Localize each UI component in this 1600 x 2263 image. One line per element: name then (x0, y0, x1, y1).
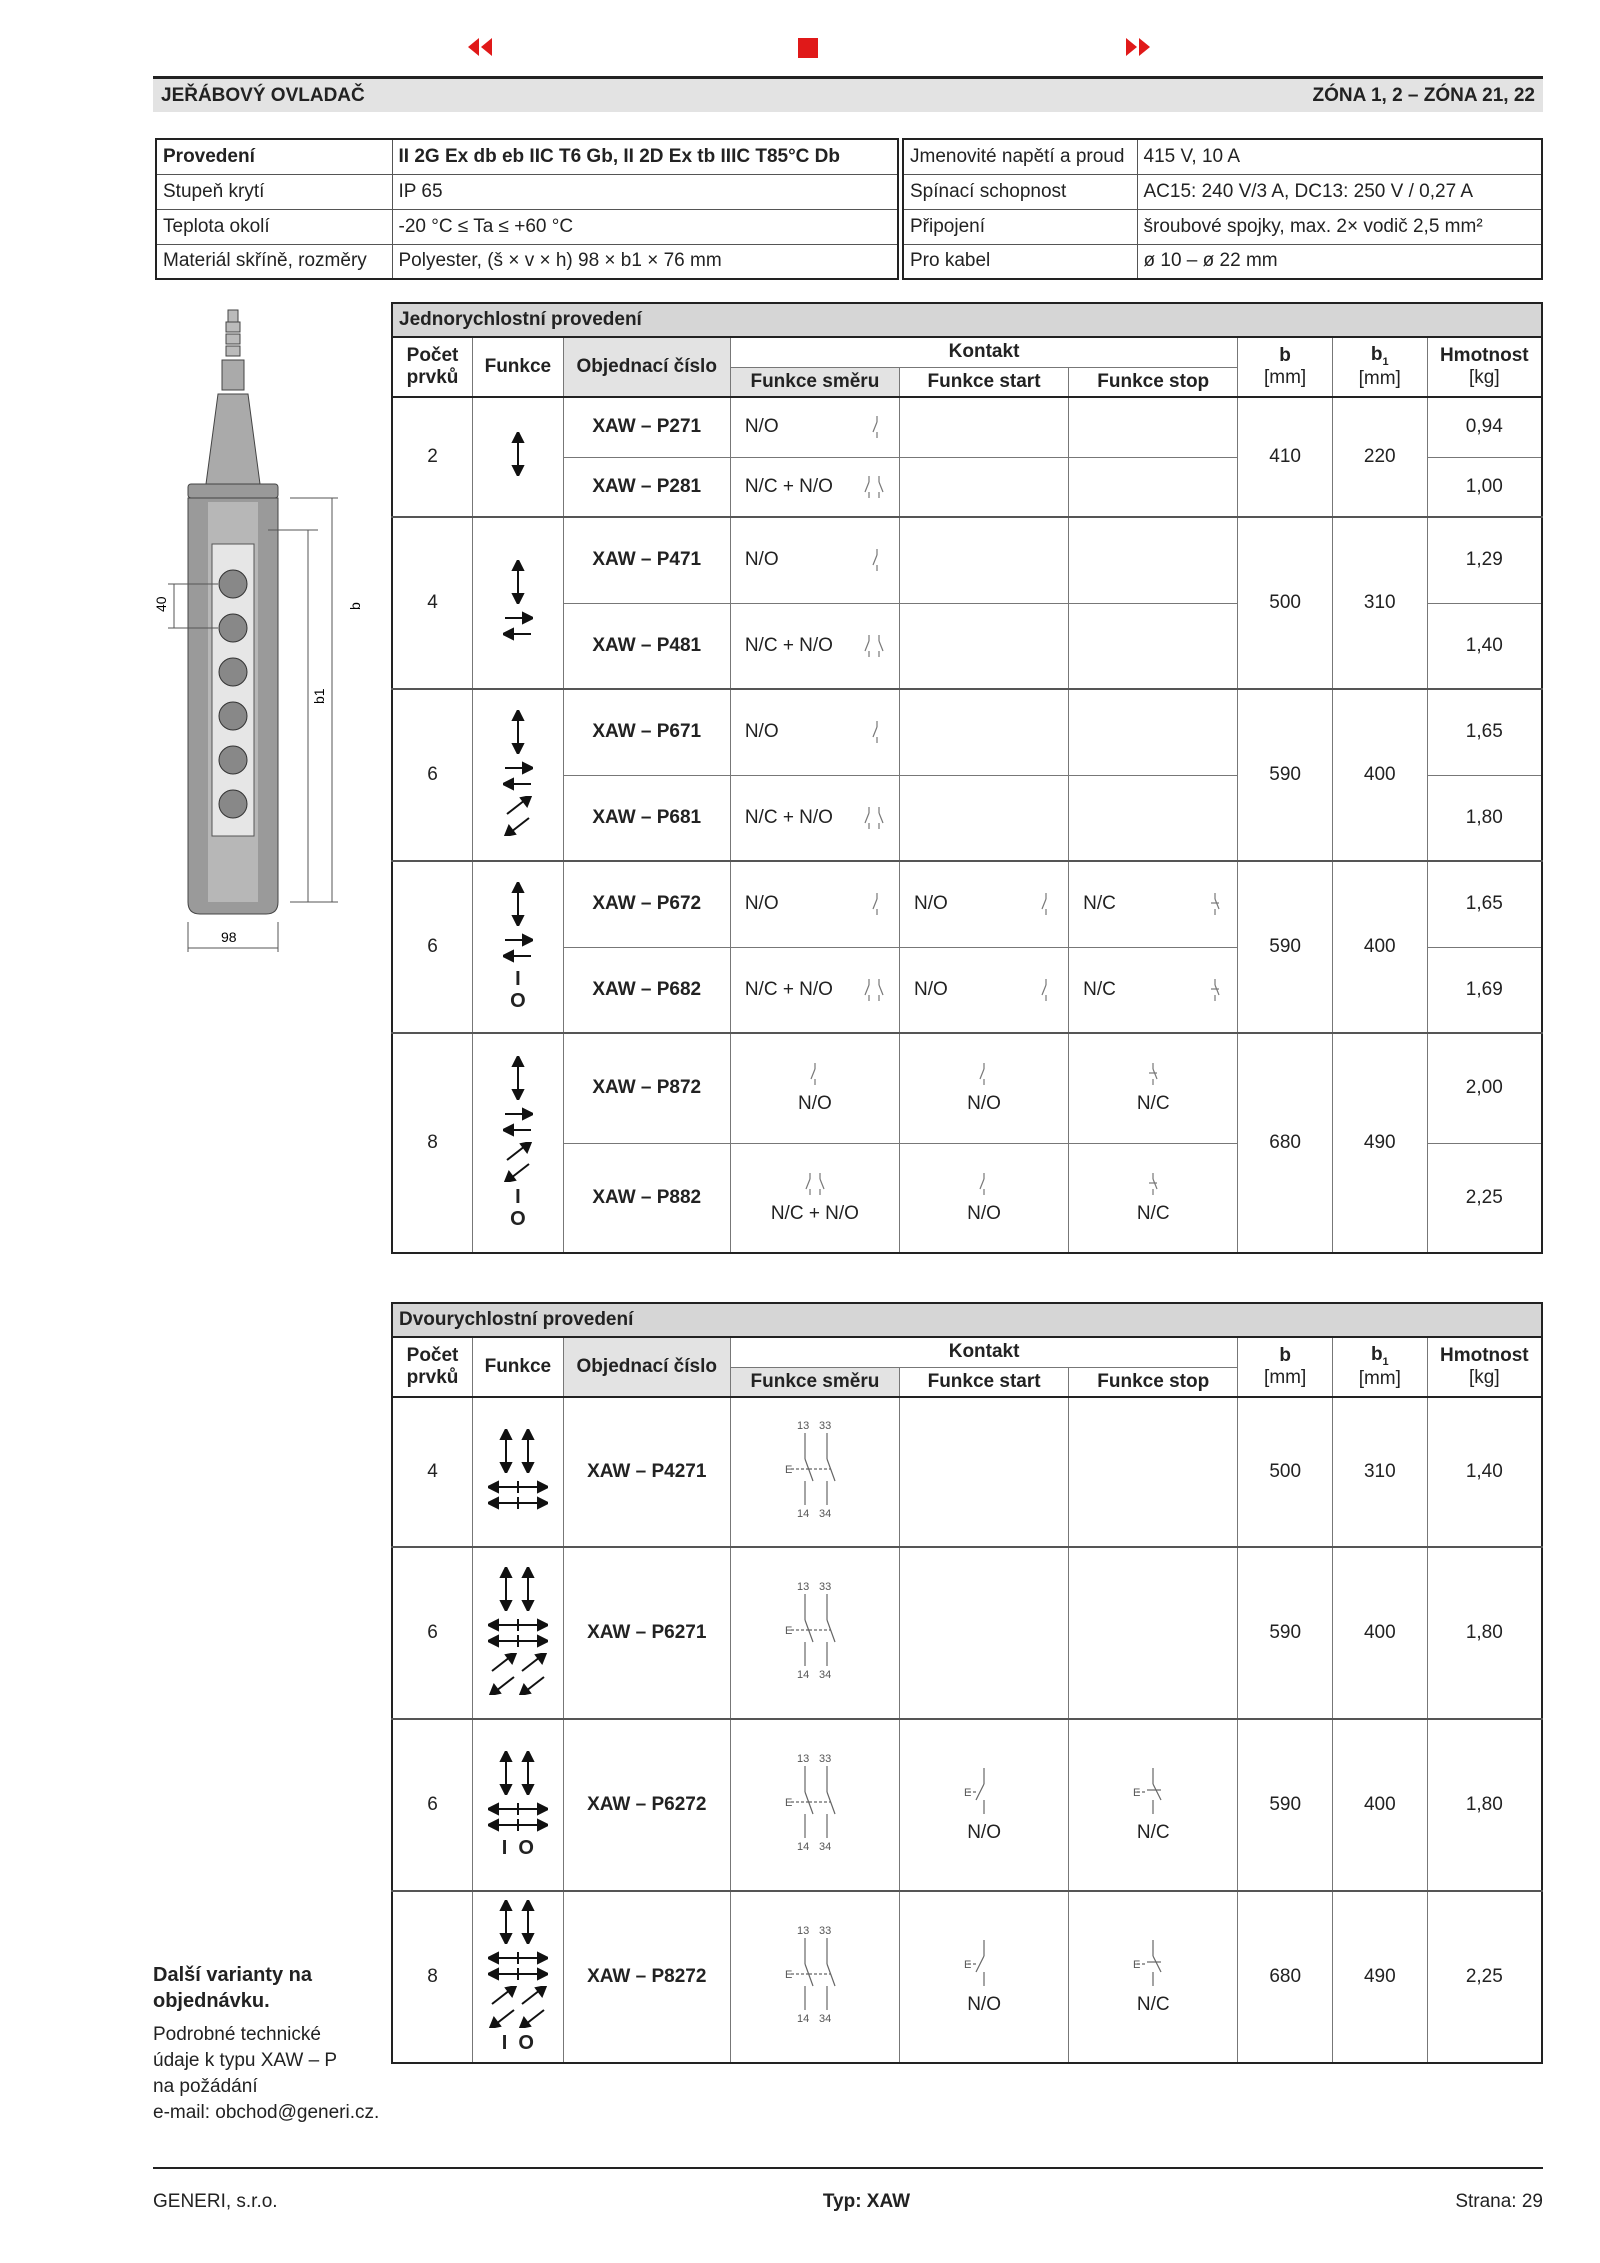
nc-contact-icon (1145, 1061, 1161, 1087)
io-symbol: I O (501, 2032, 534, 2054)
variants-note (153, 1962, 393, 2126)
company-name: GENERI, s.r.o. (153, 2191, 278, 2212)
table-row (392, 689, 1542, 775)
dim-b1-value: 490 (1332, 1891, 1427, 2063)
contact-type: N/O (744, 549, 779, 571)
table-row (392, 1719, 1542, 1891)
function-arrows (488, 1567, 548, 1699)
contact-type: N/C (1136, 1994, 1170, 2015)
col-stop: Funkce stop (1069, 1367, 1238, 1397)
col-start: Funkce start (900, 1367, 1069, 1397)
dim-b1-value: 400 (1332, 1547, 1427, 1719)
svg-text:33: 33 (818, 1581, 832, 1593)
spec-value: IP 65 (392, 174, 898, 209)
spec-value: šroubové spojky, max. 2× vodič 2,5 mm² (1137, 209, 1542, 244)
contact-type: N/C (1083, 893, 1116, 915)
svg-text:34: 34 (818, 1508, 832, 1519)
double-up-down-arrows-icon (496, 1751, 540, 1795)
dim-b-value: 590 (1238, 689, 1333, 861)
wiring-diagram-icon (783, 1580, 847, 1680)
contact-type: N/O (967, 1822, 1001, 1843)
element-count: 6 (392, 689, 473, 861)
svg-text:14: 14 (796, 1508, 810, 1519)
col-funkce: Funkce (473, 337, 564, 397)
spec-label: Pro kabel (903, 244, 1137, 279)
nc-contact-icon (1133, 1938, 1173, 1988)
double-left-right-arrows-icon (488, 1477, 548, 1511)
nc-contact-icon (1145, 1171, 1161, 1197)
nc-no-contact-icon (863, 474, 885, 500)
function-arrows (508, 432, 528, 480)
spec-row (156, 174, 898, 209)
weight-value: 1,00 (1427, 457, 1542, 517)
table-title: Jednorychlostní provedení (392, 303, 1542, 337)
dim-40-label: 40 (153, 596, 169, 612)
note-line: Podrobné technické (153, 2024, 321, 2045)
weight-value: 1,80 (1427, 1547, 1542, 1719)
contact-type: N/O (744, 893, 779, 915)
svg-text:13: 13 (796, 1925, 810, 1937)
page-number: Strana: 29 (1455, 2191, 1543, 2212)
order-code: XAW – P681 (563, 775, 730, 861)
type-label: Typ: XAW (822, 2191, 911, 2212)
double-speed-table (391, 1302, 1543, 2064)
spec-label: Materiál skříně, rozměry (156, 244, 392, 279)
order-code: XAW – P471 (563, 517, 730, 603)
spec-value: AC15: 240 V/3 A, DC13: 250 V / 0,27 A (1137, 174, 1542, 209)
contact-type: N/C + N/O (744, 978, 833, 1000)
no-contact-icon (964, 1938, 1004, 1988)
io-symbol: I O (510, 1186, 526, 1230)
io-symbol: I O (510, 968, 526, 1012)
spec-value: Polyester, (š × v × h) 98 × b1 × 76 mm (392, 244, 898, 279)
dim-b1-value: 400 (1332, 689, 1427, 861)
fast-forward-icon (1124, 36, 1152, 58)
dim-b-value: 500 (1238, 1397, 1333, 1547)
svg-text:E: E (964, 1959, 972, 1971)
note-title: Další varianty na objednávku. (153, 1964, 312, 2012)
spec-row (156, 209, 898, 244)
contact-type: N/O (967, 1202, 1001, 1224)
note-email[interactable]: e-mail: obchod@generi.cz. (153, 2102, 380, 2123)
contact-type: N/C + N/O (744, 634, 833, 656)
svg-text:34: 34 (818, 1841, 832, 1852)
left-right-arrows-icon (503, 608, 533, 642)
svg-text:14: 14 (796, 1841, 810, 1852)
element-count: 4 (392, 517, 473, 689)
double-left-right-arrows-icon (488, 1948, 548, 1982)
dim-b-value: 680 (1238, 1033, 1333, 1253)
table-row (392, 517, 1542, 603)
next-page-button[interactable] (1124, 36, 1152, 58)
contact-type: N/O (744, 416, 779, 438)
dim-98-label: 98 (221, 929, 237, 945)
element-count: 8 (392, 1033, 473, 1253)
spec-row (903, 209, 1542, 244)
weight-value: 2,00 (1427, 1033, 1542, 1143)
home-button[interactable] (798, 38, 818, 58)
spec-label: Stupeň krytí (156, 174, 392, 209)
svg-text:E: E (784, 1797, 793, 1809)
spec-label: Teplota okolí (156, 209, 392, 244)
svg-text:34: 34 (818, 1669, 832, 1680)
col-order: Objednací číslo (563, 1337, 730, 1397)
col-b1: $b_1$ [mm] (1332, 1337, 1427, 1397)
order-code: XAW – P281 (563, 457, 730, 517)
order-code: XAW – P481 (563, 603, 730, 689)
element-count: 4 (392, 1397, 473, 1547)
no-contact-icon (869, 891, 885, 917)
double-diagonal-arrows-icon (488, 1986, 548, 2028)
contact-type: N/C + N/O (744, 806, 833, 828)
dim-b-value: 500 (1238, 517, 1333, 689)
svg-text:E: E (1133, 1959, 1141, 1971)
section-header (153, 76, 1543, 112)
diagonal-arrows-icon (503, 1142, 533, 1182)
page-footer (153, 2167, 1543, 2213)
spec-label: Provedení (156, 139, 392, 174)
nc-contact-icon (1133, 1766, 1173, 1816)
order-code: XAW – P882 (563, 1143, 730, 1253)
contact-type: N/C (1136, 1093, 1170, 1115)
previous-page-button[interactable] (466, 36, 494, 58)
col-b: b [mm] (1238, 1337, 1333, 1397)
order-code: XAW – P8272 (563, 1891, 730, 2063)
contact-type: N/C (1136, 1822, 1170, 1843)
up-down-arrows-icon (508, 710, 528, 754)
dim-b-value: 410 (1238, 397, 1333, 517)
no-contact-icon (869, 719, 885, 745)
double-diagonal-arrows-icon (488, 1653, 548, 1695)
function-arrows (488, 1900, 548, 2054)
double-left-right-arrows-icon (488, 1799, 548, 1833)
no-contact-icon (1038, 977, 1054, 1003)
element-count: 2 (392, 397, 473, 517)
svg-text:E: E (784, 1464, 793, 1476)
left-right-arrows-icon (503, 1104, 533, 1138)
nc-contact-icon (1207, 891, 1223, 917)
table-title: Dvourychlostní provedení (392, 1303, 1542, 1337)
svg-text:13: 13 (796, 1581, 810, 1593)
double-up-down-arrows-icon (496, 1567, 540, 1611)
left-right-arrows-icon (503, 758, 533, 792)
contact-type: N/O (913, 978, 948, 1000)
up-down-arrows-icon (508, 432, 528, 476)
io-symbol: I O (501, 1837, 534, 1859)
function-arrows (503, 710, 533, 840)
rewind-icon (466, 36, 494, 58)
spec-row (156, 139, 898, 174)
weight-value: 1,29 (1427, 517, 1542, 603)
dim-b-value: 590 (1238, 861, 1333, 1033)
no-contact-icon (976, 1061, 992, 1087)
order-code: XAW – P6271 (563, 1547, 730, 1719)
col-count: Počet prvků (392, 337, 473, 397)
dim-b1-value: 310 (1332, 1397, 1427, 1547)
col-smer: Funkce směru (730, 367, 899, 397)
element-count: 8 (392, 1891, 473, 2063)
stop-square-icon (798, 38, 818, 58)
single-speed-table (391, 302, 1543, 1254)
spec-value: ø 10 – ø 22 mm (1137, 244, 1542, 279)
dim-b1-value: 310 (1332, 517, 1427, 689)
col-start: Funkce start (899, 367, 1068, 397)
weight-value: 1,80 (1427, 775, 1542, 861)
contact-type: N/O (744, 721, 779, 743)
col-b: b [mm] (1238, 337, 1333, 397)
svg-text:E: E (964, 1787, 972, 1799)
col-count: Počet prvků (392, 1337, 473, 1397)
spec-row (903, 139, 1542, 174)
spec-row (903, 174, 1542, 209)
svg-text:13: 13 (796, 1753, 810, 1765)
dim-b-label: b (347, 602, 363, 610)
pendant-drawing (148, 302, 388, 962)
nc-contact-icon (1207, 977, 1223, 1003)
contact-type: N/C + N/O (770, 1202, 859, 1224)
svg-text:E: E (784, 1625, 793, 1637)
weight-value: 1,40 (1427, 1397, 1542, 1547)
dim-b1-value: 490 (1332, 1033, 1427, 1253)
order-code: XAW – P872 (563, 1033, 730, 1143)
dim-b1-label: b1 (311, 688, 327, 704)
contact-type: N/O (798, 1093, 832, 1115)
weight-value: 2,25 (1427, 1143, 1542, 1253)
function-arrows (503, 882, 533, 1012)
svg-text:33: 33 (818, 1753, 832, 1765)
spec-label: Spínací schopnost (903, 174, 1137, 209)
no-contact-icon (964, 1766, 1004, 1816)
nc-no-contact-icon (863, 633, 885, 659)
note-line: na požádání (153, 2076, 258, 2097)
col-order: Objednací číslo (563, 337, 730, 397)
dim-b1-value: 400 (1332, 861, 1427, 1033)
diagonal-arrows-icon (503, 796, 533, 836)
up-down-arrows-icon (508, 560, 528, 604)
up-down-arrows-icon (508, 882, 528, 926)
order-code: XAW – P682 (563, 947, 730, 1033)
function-arrows (488, 1751, 548, 1859)
function-arrows (503, 560, 533, 646)
svg-text:34: 34 (818, 2013, 832, 2024)
double-up-down-arrows-icon (496, 1429, 540, 1473)
table-row (392, 1891, 1542, 2063)
nc-no-contact-icon (804, 1171, 826, 1197)
dim-b1-value: 400 (1332, 1719, 1427, 1891)
svg-text:E: E (784, 1969, 793, 1981)
dim-b1-value: 220 (1332, 397, 1427, 517)
table-row (392, 1397, 1542, 1547)
no-contact-icon (1038, 891, 1054, 917)
col-weight: Hmotnost [kg] (1427, 337, 1542, 397)
zone-label: ZÓNA 1, 2 – ZÓNA 21, 22 (1312, 84, 1535, 106)
order-code: XAW – P672 (563, 861, 730, 947)
svg-text:33: 33 (818, 1925, 832, 1937)
double-left-right-arrows-icon (488, 1615, 548, 1649)
col-kontakt: Kontakt (730, 337, 1237, 367)
contact-type: N/C (1083, 978, 1116, 1000)
weight-value: 1,80 (1427, 1719, 1542, 1891)
contact-type: N/O (967, 1994, 1001, 2015)
nc-no-contact-icon (863, 977, 885, 1003)
weight-value: 1,40 (1427, 603, 1542, 689)
wiring-diagram-icon (783, 1419, 847, 1519)
svg-text:14: 14 (796, 2013, 810, 2024)
up-down-arrows-icon (508, 1056, 528, 1100)
table-row (392, 861, 1542, 947)
contact-type: N/C (1136, 1202, 1170, 1224)
weight-value: 2,25 (1427, 1891, 1542, 2063)
dim-b-value: 590 (1238, 1547, 1333, 1719)
element-count: 6 (392, 861, 473, 1033)
weight-value: 1,69 (1427, 947, 1542, 1033)
no-contact-icon (976, 1171, 992, 1197)
svg-text:14: 14 (796, 1669, 810, 1680)
spec-value: 415 V, 10 A (1137, 139, 1542, 174)
col-stop: Funkce stop (1069, 367, 1238, 397)
spec-value: -20 °C ≤ Ta ≤ +60 °C (392, 209, 898, 244)
element-count: 6 (392, 1719, 473, 1891)
order-code: XAW – P4271 (563, 1397, 730, 1547)
spec-row (156, 244, 898, 279)
svg-text:13: 13 (796, 1420, 810, 1432)
col-b1: $b_1$ [mm] (1332, 337, 1427, 397)
weight-value: 1,65 (1427, 689, 1542, 775)
element-count: 6 (392, 1547, 473, 1719)
contact-type: N/O (967, 1093, 1001, 1115)
wiring-diagram-icon (783, 1924, 847, 2024)
double-up-down-arrows-icon (496, 1900, 540, 1944)
order-code: XAW – P271 (563, 397, 730, 457)
contact-type: N/O (913, 893, 948, 915)
table-row (392, 1033, 1542, 1143)
order-code: XAW – P671 (563, 689, 730, 775)
order-code: XAW – P6272 (563, 1719, 730, 1891)
spec-label: Připojení (903, 209, 1137, 244)
no-contact-icon (807, 1061, 823, 1087)
left-right-arrows-icon (503, 930, 533, 964)
wiring-diagram-icon (783, 1752, 847, 1852)
no-contact-icon (869, 547, 885, 573)
svg-text:E: E (1133, 1787, 1141, 1799)
spec-table-right (902, 138, 1543, 280)
col-smer: Funkce směru (730, 1367, 899, 1397)
function-arrows (503, 1056, 533, 1230)
weight-value: 1,65 (1427, 861, 1542, 947)
col-funkce: Funkce (473, 1337, 564, 1397)
contact-type: N/C + N/O (744, 475, 833, 497)
no-contact-icon (869, 414, 885, 440)
table-row (392, 1547, 1542, 1719)
table-row (392, 397, 1542, 457)
col-weight: Hmotnost [kg] (1427, 1337, 1542, 1397)
spec-label: Jmenovité napětí a proud (903, 139, 1137, 174)
spec-table-left (155, 138, 899, 280)
section-title: JEŘÁBOVÝ OVLADAČ (161, 84, 365, 106)
spec-value: II 2G Ex db eb IIC T6 Gb, II 2D Ex tb IIIC T85°C Db (392, 139, 898, 174)
spec-row (903, 244, 1542, 279)
nc-no-contact-icon (863, 805, 885, 831)
note-line: údaje k typu XAW – P (153, 2050, 338, 2071)
col-kontakt: Kontakt (730, 1337, 1238, 1367)
weight-value: 0,94 (1427, 397, 1542, 457)
dim-b-value: 680 (1238, 1891, 1333, 2063)
function-arrows (488, 1429, 548, 1515)
dim-b-value: 590 (1238, 1719, 1333, 1891)
svg-text:33: 33 (818, 1420, 832, 1432)
